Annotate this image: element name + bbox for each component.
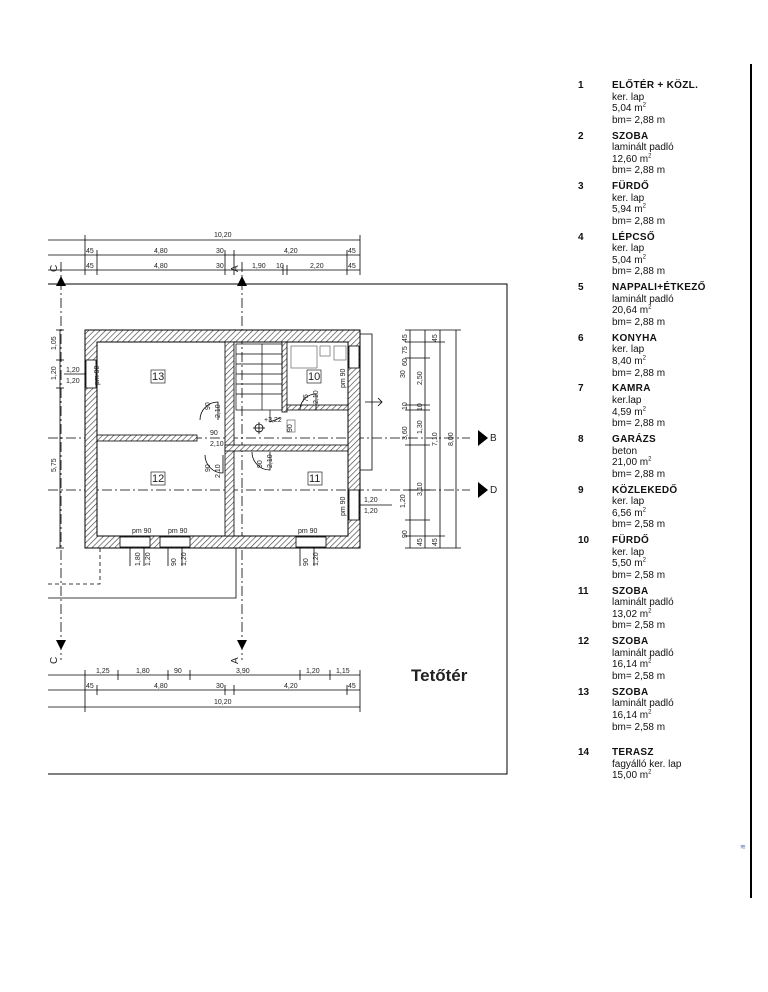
svg-text:75: 75 [303,394,310,402]
svg-text:2,10: 2,10 [215,464,222,478]
room-finish: ker. lap [612,344,645,356]
area-unit-superscript: 2 [648,769,652,776]
svg-text:90: 90 [205,464,212,472]
page-mark: ≋ [740,844,746,851]
top-dim-total: 10,20 [214,232,232,239]
area-unit-superscript: 2 [642,254,646,261]
area-unit-superscript: 2 [648,153,652,160]
room-area-value: 8,40 m [612,356,643,367]
window-dim-right-a: 1,20 [364,497,378,504]
svg-text:7,10: 7,10 [432,432,439,446]
room-finish: laminált padló [612,142,674,154]
svg-text:pm 90: pm 90 [168,528,188,535]
room-entry [578,485,748,531]
room-area-value: 12,60 m [612,153,649,165]
svg-text:45: 45 [348,248,356,255]
svg-text:75: 75 [402,346,409,354]
room-finish: ker.lap [612,394,642,406]
room-name: KÖZLEKEDŐ [612,484,678,496]
room-entry [578,636,748,682]
room-name: NAPPALI+ÉTKEZŐ [612,282,706,294]
room-area [612,204,748,216]
svg-text:4,80: 4,80 [154,263,168,270]
svg-text:pm 90: pm 90 [298,528,318,535]
svg-text:1,20: 1,20 [400,494,407,508]
room-height: bm= 2,58 m [612,569,666,581]
room-name: LÉPCSŐ [612,231,655,243]
area-unit-superscript: 2 [642,406,646,413]
room-number: 1 [578,80,584,91]
room-label-12 [151,472,165,485]
area-unit-superscript: 2 [642,203,646,210]
bottom-dim-row2 [86,683,356,690]
room-name: SZOBA [612,130,649,142]
svg-text:1,15: 1,15 [336,668,350,675]
room-height: bm= 2,58 m [612,670,666,682]
bottom-dim-row1 [96,668,350,675]
terrace-arrow [365,398,382,406]
room-finish: ker. lap [612,496,645,508]
right-dim-total: 8,00 [448,432,455,446]
svg-text:3,60: 3,60 [402,426,409,440]
room-finish: ker. lap [612,192,645,204]
room-label-10 [307,370,321,383]
room-area-value: 21,00 m [612,457,649,469]
room-entry [578,333,748,379]
room-area-value: 20,64 m [612,305,649,317]
svg-text:1,30: 1,30 [417,420,424,434]
site-boundary [48,284,507,774]
room-finish: laminált padló [612,647,674,659]
room-height: bm= 2,58 m [612,519,666,531]
room-entry [578,535,748,581]
room-area [612,154,748,166]
room-area [612,710,748,722]
svg-text:10: 10 [308,371,321,383]
svg-text:4,20: 4,20 [284,683,298,690]
staircase [236,344,282,422]
room-name: KONYHA [612,332,658,344]
area-unit-superscript: 2 [648,305,652,312]
room-number: 4 [578,231,584,243]
room-number: 2 [578,130,584,142]
level-mark: +3,22 [264,417,282,424]
svg-text:90: 90 [257,460,264,468]
area-unit-superscript: 2 [648,456,652,463]
left-dim-3: 5,75 [51,458,58,472]
room-height: bm= 2,88 m [612,418,666,430]
room-name: ELŐTÉR + KÖZL. [612,80,699,91]
svg-text:2,10: 2,10 [210,441,224,448]
top-dim-row1 [86,248,356,255]
svg-text:3,10: 3,10 [417,482,424,496]
svg-text:pm 90: pm 90 [340,496,347,516]
svg-text:1,20: 1,20 [306,668,320,675]
svg-text:pm 90: pm 90 [94,365,101,385]
room-number: 10 [578,535,590,547]
room-height: bm= 2,58 m [612,721,666,733]
room-number: 5 [578,282,584,294]
sill-dimensions [130,548,314,566]
room-name: GARÁZS [612,433,657,445]
room-name: FÜRDŐ [612,535,650,547]
room-area-value: 16,14 m [612,709,649,721]
room-area-value: 13,02 m [612,608,649,620]
room-finish: ker. lap [612,243,645,255]
svg-text:30: 30 [216,263,224,270]
room-finish: ker. lap [612,91,645,103]
svg-text:1,20: 1,20 [313,552,320,566]
area-unit-superscript: 2 [642,557,646,564]
svg-text:90: 90 [171,558,178,566]
room-area [612,770,748,782]
area-unit-superscript: 2 [642,507,646,514]
room-area [612,103,748,115]
svg-text:1,25: 1,25 [96,668,110,675]
bottom-dimensions [48,670,360,712]
room-number: 13 [578,686,590,698]
room-area [612,255,748,267]
room-number: 8 [578,433,584,445]
window-dim-right-b: 1,20 [364,508,378,515]
area-unit-superscript: 2 [648,709,652,716]
room-height: bm= 2,88 m [612,215,666,227]
room-number: 11 [578,585,589,597]
room-entry [578,434,748,480]
svg-text:1,20: 1,20 [181,552,188,566]
room-entry [578,586,748,632]
svg-text:10: 10 [276,263,284,270]
left-dim-2: 1,20 [51,366,58,380]
room-entry [578,383,748,429]
window-dim-left-a: 1,20 [66,367,80,374]
svg-text:45: 45 [417,538,424,546]
svg-text:2,20: 2,20 [310,263,324,270]
svg-text:4,80: 4,80 [154,683,168,690]
svg-text:90: 90 [303,558,310,566]
room-entry [578,747,748,782]
area-unit-superscript: 2 [648,608,652,615]
svg-text:pm 90: pm 90 [132,528,152,535]
room-number: 12 [578,636,590,648]
room-area-value: 5,04 m [612,103,643,115]
svg-text:30: 30 [216,683,224,690]
svg-text:12: 12 [152,473,165,485]
room-area [612,457,748,469]
svg-text:2,10: 2,10 [313,390,320,404]
svg-text:45: 45 [432,334,439,342]
room-schedule [578,80,748,786]
axis-label-c-top: C [49,264,60,272]
room-height: bm= 2,88 m [612,165,666,177]
right-dims-col3 [432,334,439,546]
svg-text:45: 45 [86,263,94,270]
svg-text:30: 30 [216,248,224,255]
svg-text:4,20: 4,20 [284,248,298,255]
room-number: 9 [578,484,584,496]
area-unit-superscript: 2 [648,659,652,666]
room-height: bm= 2,58 m [612,620,666,632]
room-area [612,609,748,621]
room-entry [578,687,748,733]
room-finish: laminált padló [612,597,674,609]
room-entry [578,181,748,227]
svg-text:45: 45 [402,334,409,342]
room-area-value: 6,56 m [612,507,643,519]
room-height: bm= 2,88 m [612,468,666,480]
svg-text:1,80: 1,80 [136,668,150,675]
svg-text:90: 90 [210,430,218,437]
room-height: bm= 2,88 m [612,114,666,126]
svg-text:10: 10 [417,403,424,411]
svg-text:30: 30 [400,370,407,378]
room-area-value: 5,04 m [612,254,643,266]
room-name: SZOBA [612,686,649,698]
room-area [612,558,748,570]
room-entry [578,232,748,278]
room-area [612,659,748,671]
top-dim-row2 [86,263,356,270]
svg-text:1,90: 1,90 [252,263,266,270]
area-unit-superscript: 2 [642,102,646,109]
room-number: 6 [578,332,584,344]
room-height: bm= 2,88 m [612,367,666,379]
svg-text:2,10: 2,10 [267,454,274,468]
room-number: 7 [578,383,584,395]
room-entry [578,80,748,126]
svg-text:45: 45 [432,538,439,546]
axis-label-c-bottom: C [49,656,60,664]
svg-text:90: 90 [205,402,212,410]
sill-dim-labels [135,552,320,566]
room-area [612,407,748,419]
room-entry [578,282,748,328]
floor-title: Tetőtér [411,666,468,685]
left-dimensions [56,330,86,548]
room-name: FÜRDŐ [612,181,650,193]
svg-text:60: 60 [402,358,409,366]
svg-text:2,10: 2,10 [215,404,222,418]
svg-text:1,20: 1,20 [145,552,152,566]
svg-text:1,80: 1,80 [135,552,142,566]
svg-text:90: 90 [287,424,294,432]
room-number: 14 [578,747,590,759]
room-area [612,356,748,368]
svg-text:3,90: 3,90 [236,668,250,675]
room-height: bm= 2,88 m [612,317,666,329]
axis-label-a-bottom: A [230,657,241,664]
room-area-value: 5,50 m [612,558,643,570]
room-finish: fagyálló ker. lap [612,758,682,770]
axis-label-b: B [490,433,497,444]
room-entry [578,131,748,177]
room-area-value: 5,94 m [612,204,643,216]
svg-text:13: 13 [152,371,165,383]
room-label-11 [308,472,322,485]
axis-label-d: D [490,485,498,496]
room-area-value: 4,59 m [612,406,643,418]
svg-text:45: 45 [348,683,356,690]
room-area-value: 15,00 m [612,770,649,782]
svg-text:4,80: 4,80 [154,248,168,255]
room-area [612,305,748,317]
bathroom-fixtures [287,346,346,432]
door-dimension-labels [205,390,320,478]
room-area [612,508,748,520]
area-unit-superscript: 2 [642,355,646,362]
left-dim-1: 1,05 [51,336,58,350]
svg-text:10: 10 [402,402,409,410]
room-finish: beton [612,445,638,457]
svg-text:90: 90 [402,530,409,538]
window-dim-left-b: 1,20 [66,378,80,385]
room-height: bm= 2,88 m [612,266,666,278]
right-dims-col2 [402,334,424,546]
svg-text:45: 45 [86,248,94,255]
room-name: TERASZ [612,747,654,759]
room-name: SZOBA [612,636,649,648]
room-name: KAMRA [612,383,651,395]
svg-text:pm 90: pm 90 [340,368,347,388]
axis-label-a-top: A [230,265,241,272]
svg-text:2,50: 2,50 [417,371,424,385]
svg-text:11: 11 [309,473,321,485]
room-label-13 [151,370,165,383]
svg-text:45: 45 [86,683,94,690]
svg-text:45: 45 [348,263,356,270]
svg-text:90: 90 [174,668,182,675]
frame-border-line [750,64,752,898]
room-finish: laminált padló [612,698,674,710]
bottom-dim-total: 10,20 [214,699,232,706]
room-finish: ker. lap [612,546,645,558]
room-area-value: 16,14 m [612,659,649,671]
room-number: 3 [578,181,584,193]
room-name: SZOBA [612,585,649,597]
room-finish: laminált padló [612,293,674,305]
